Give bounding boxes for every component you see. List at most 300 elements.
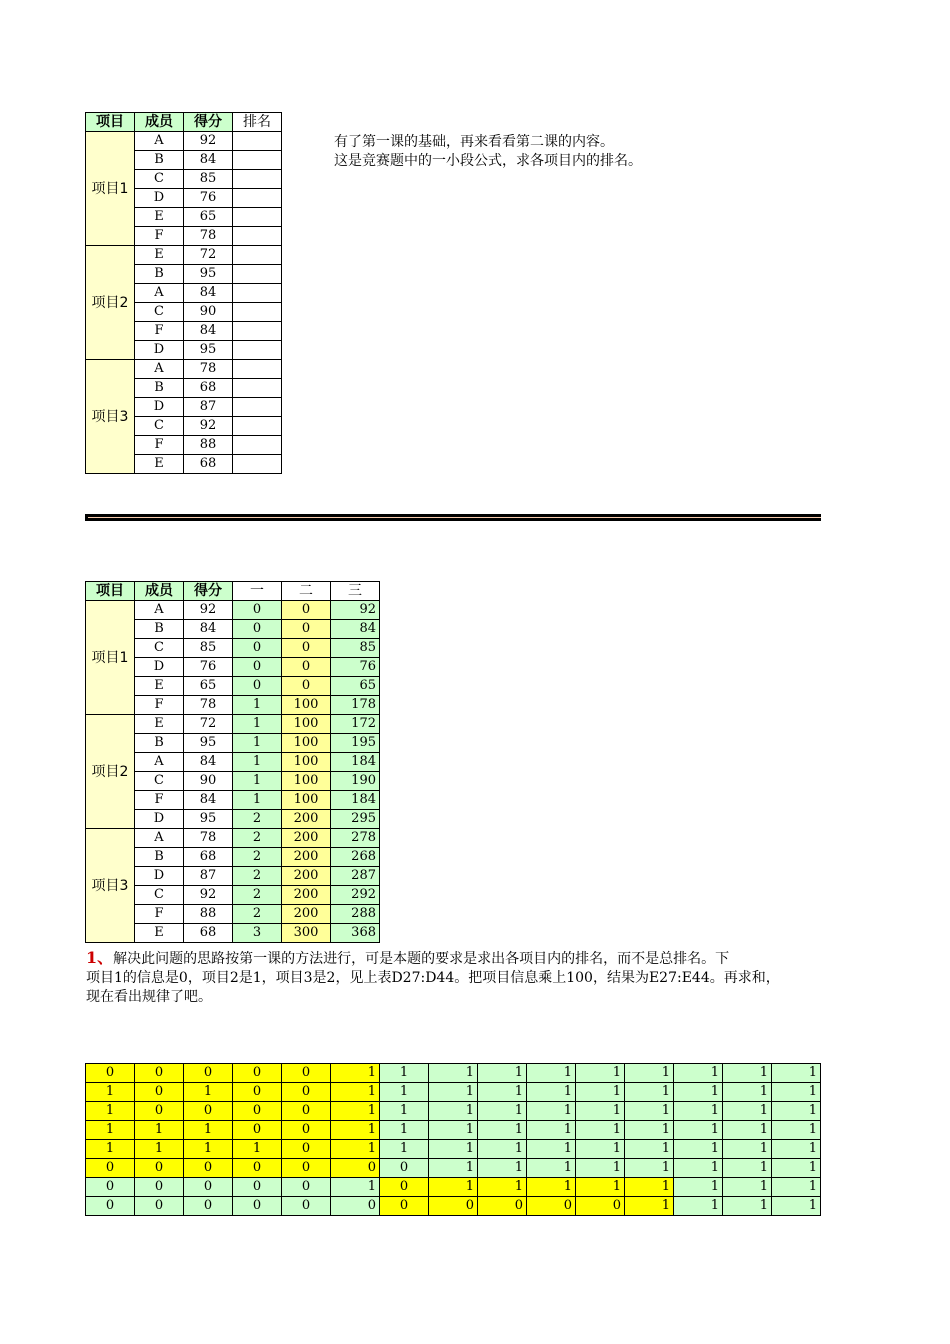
score-cell: 87 [184,398,233,417]
rank-cell [233,360,282,379]
matrix-cell: 0 [380,1178,429,1197]
matrix-cell: 1 [723,1083,772,1102]
matrix-cell: 0 [282,1102,331,1121]
member-cell: D [135,341,184,360]
score-cell: 95 [184,265,233,284]
project-index-cell: 3 [233,924,282,943]
matrix-cell: 1 [772,1178,821,1197]
project-index-cell: 0 [233,601,282,620]
explanation-line-3: 现在看出规律了吧。 [86,989,212,1005]
matrix-cell: 1 [331,1140,380,1159]
header-project: 项目 [86,582,135,601]
index-times-100-cell: 100 [282,753,331,772]
member-cell: E [135,715,184,734]
member-cell: A [135,753,184,772]
score-cell: 85 [184,170,233,189]
score-cell: 65 [184,208,233,227]
rank-cell [233,379,282,398]
matrix-cell: 0 [282,1140,331,1159]
member-cell: D [135,189,184,208]
header-rank: 排名 [233,113,282,132]
matrix-cell: 1 [576,1140,625,1159]
matrix-cell: 1 [184,1140,233,1159]
score-cell: 68 [184,379,233,398]
score-cell: 84 [184,322,233,341]
score-cell: 95 [184,810,233,829]
matrix-cell: 1 [429,1159,478,1178]
member-cell: A [135,601,184,620]
table-row [86,360,282,379]
matrix-cell: 1 [86,1140,135,1159]
table-row [86,132,282,151]
table-row [86,829,380,848]
matrix-cell: 0 [527,1197,576,1216]
header-score: 得分 [184,113,233,132]
rank-cell [233,417,282,436]
index-times-100-cell: 0 [282,620,331,639]
matrix-cell: 1 [527,1140,576,1159]
index-times-100-cell: 200 [282,829,331,848]
matrix-cell: 0 [282,1197,331,1216]
matrix-row [86,1159,821,1178]
matrix-cell: 1 [380,1140,429,1159]
project-cell: 项目1 [86,601,135,715]
member-cell: E [135,924,184,943]
matrix-cell: 1 [674,1102,723,1121]
member-cell: A [135,132,184,151]
matrix-cell: 0 [282,1083,331,1102]
matrix-cell: 1 [527,1083,576,1102]
matrix-cell: 1 [576,1102,625,1121]
matrix-cell: 1 [772,1197,821,1216]
member-cell: B [135,734,184,753]
rank-cell [233,170,282,189]
matrix-cell: 0 [86,1197,135,1216]
matrix-cell: 1 [723,1159,772,1178]
matrix-cell: 1 [331,1178,380,1197]
index-times-100-cell: 300 [282,924,331,943]
matrix-cell: 1 [184,1121,233,1140]
score-cell: 95 [184,734,233,753]
score-cell: 76 [184,658,233,677]
matrix-cell: 1 [429,1083,478,1102]
matrix-cell: 1 [772,1140,821,1159]
matrix-cell: 1 [527,1064,576,1083]
matrix-cell: 1 [527,1159,576,1178]
matrix-cell: 1 [233,1140,282,1159]
matrix-cell: 1 [576,1178,625,1197]
rank-cell [233,208,282,227]
member-cell: F [135,696,184,715]
matrix-cell: 0 [184,1178,233,1197]
matrix-cell: 0 [184,1197,233,1216]
matrix-cell: 1 [674,1178,723,1197]
score-cell: 78 [184,829,233,848]
matrix-cell: 1 [331,1064,380,1083]
index-times-100-cell: 200 [282,905,331,924]
member-cell: B [135,379,184,398]
sum-cell: 190 [331,772,380,791]
matrix-cell: 0 [135,1178,184,1197]
score-cell: 92 [184,132,233,151]
sum-cell: 278 [331,829,380,848]
index-times-100-cell: 100 [282,772,331,791]
score-cell: 92 [184,886,233,905]
matrix-row [86,1102,821,1121]
matrix-cell: 1 [429,1178,478,1197]
project-cell: 项目1 [86,132,135,246]
sum-cell: 92 [331,601,380,620]
matrix-cell: 0 [478,1197,527,1216]
matrix-cell: 0 [135,1197,184,1216]
matrix-cell: 1 [576,1064,625,1083]
matrix-cell: 0 [184,1102,233,1121]
matrix-cell: 0 [135,1159,184,1178]
sum-cell: 84 [331,620,380,639]
member-cell: B [135,848,184,867]
helper-table [85,581,380,943]
sum-cell: 292 [331,886,380,905]
score-cell: 72 [184,715,233,734]
rank-cell [233,341,282,360]
matrix-cell: 1 [625,1159,674,1178]
sum-cell: 184 [331,791,380,810]
project-index-cell: 2 [233,848,282,867]
project-cell: 项目2 [86,715,135,829]
matrix-cell: 1 [576,1159,625,1178]
score-cell: 78 [184,227,233,246]
matrix-cell: 1 [527,1121,576,1140]
score-cell: 84 [184,284,233,303]
matrix-cell: 1 [429,1102,478,1121]
matrix-cell: 1 [576,1083,625,1102]
matrix-cell: 1 [429,1140,478,1159]
matrix-cell: 1 [723,1064,772,1083]
explanation-line-1-text: 解决此问题的思路按第一课的方法进行，可是本题的要求是求出各项目内的排名，而不是总排名。下 [113,951,730,967]
matrix-cell: 1 [478,1159,527,1178]
matrix-cell: 1 [625,1197,674,1216]
matrix-cell: 0 [233,1064,282,1083]
matrix-row [86,1121,821,1140]
sum-cell: 172 [331,715,380,734]
member-cell: C [135,639,184,658]
matrix-cell: 0 [233,1197,282,1216]
matrix-cell: 1 [135,1121,184,1140]
project-index-cell: 1 [233,734,282,753]
index-times-100-cell: 200 [282,848,331,867]
matrix-cell: 0 [233,1159,282,1178]
member-cell: F [135,791,184,810]
ranking-table [85,112,282,474]
matrix-cell: 1 [772,1083,821,1102]
matrix-cell: 0 [184,1064,233,1083]
rank-cell [233,284,282,303]
matrix-cell: 1 [331,1121,380,1140]
project-index-cell: 2 [233,867,282,886]
sum-cell: 184 [331,753,380,772]
matrix-cell: 1 [380,1083,429,1102]
intro-line-2: 这是竞赛题中的一小段公式，求各项目内的排名。 [334,153,642,169]
matrix-cell: 0 [135,1083,184,1102]
header-col-three: 三 [331,582,380,601]
project-index-cell: 2 [233,886,282,905]
table-row [86,715,380,734]
header-member: 成员 [135,582,184,601]
matrix-cell: 1 [674,1197,723,1216]
matrix-cell: 1 [772,1121,821,1140]
matrix-cell: 0 [282,1064,331,1083]
sum-cell: 287 [331,867,380,886]
rank-cell [233,436,282,455]
project-index-cell: 1 [233,791,282,810]
sum-cell: 85 [331,639,380,658]
sum-cell: 178 [331,696,380,715]
sum-cell: 268 [331,848,380,867]
matrix-cell: 1 [772,1064,821,1083]
project-cell: 项目3 [86,360,135,474]
project-index-cell: 1 [233,715,282,734]
matrix-cell: 1 [527,1178,576,1197]
explanation-text [86,948,826,1007]
member-cell: F [135,905,184,924]
matrix-cell: 1 [331,1102,380,1121]
sum-cell: 76 [331,658,380,677]
matrix-cell: 1 [674,1064,723,1083]
rank-cell [233,151,282,170]
matrix-cell: 0 [86,1178,135,1197]
index-times-100-cell: 0 [282,658,331,677]
score-cell: 90 [184,303,233,322]
index-times-100-cell: 200 [282,867,331,886]
index-times-100-cell: 0 [282,601,331,620]
score-cell: 95 [184,341,233,360]
index-times-100-cell: 200 [282,810,331,829]
member-cell: D [135,867,184,886]
matrix-cell: 0 [135,1102,184,1121]
project-index-cell: 1 [233,772,282,791]
sum-cell: 195 [331,734,380,753]
explanation-line-1 [86,948,826,969]
project-cell: 项目2 [86,246,135,360]
matrix-cell: 0 [331,1159,380,1178]
matrix-cell: 1 [478,1178,527,1197]
member-cell: E [135,677,184,696]
matrix-row [86,1064,821,1083]
header-col-two: 二 [282,582,331,601]
index-times-100-cell: 0 [282,639,331,658]
score-cell: 68 [184,924,233,943]
score-cell: 84 [184,620,233,639]
matrix-cell: 0 [380,1197,429,1216]
matrix-row [86,1178,821,1197]
score-cell: 84 [184,151,233,170]
score-cell: 84 [184,791,233,810]
project-index-cell: 2 [233,829,282,848]
explanation-number: 1、 [86,948,114,967]
matrix-cell: 1 [625,1083,674,1102]
score-cell: 88 [184,905,233,924]
rank-cell [233,322,282,341]
score-cell: 84 [184,753,233,772]
matrix-cell: 0 [380,1159,429,1178]
matrix-cell: 1 [184,1083,233,1102]
matrix-cell: 0 [184,1159,233,1178]
matrix-cell: 0 [233,1178,282,1197]
matrix-cell: 1 [527,1102,576,1121]
sum-cell: 288 [331,905,380,924]
intro-line-1: 有了第一课的基础，再来看看第二课的内容。 [334,134,614,150]
project-index-cell: 2 [233,810,282,829]
binary-matrix [85,1063,821,1216]
matrix-cell: 0 [282,1121,331,1140]
score-cell: 76 [184,189,233,208]
rank-cell [233,398,282,417]
rank-cell [233,303,282,322]
member-cell: D [135,658,184,677]
index-times-100-cell: 100 [282,734,331,753]
matrix-cell: 1 [429,1064,478,1083]
member-cell: E [135,455,184,474]
project-index-cell: 1 [233,753,282,772]
score-cell: 68 [184,455,233,474]
matrix-cell: 0 [233,1102,282,1121]
matrix-cell: 1 [86,1102,135,1121]
explanation-line-2: 项目1的信息是0，项目2是1，项目3是2，见上表D27:D44。把项目信息乘上100，结果为E27:E44。再求和， [86,970,780,986]
member-cell: F [135,227,184,246]
member-cell: F [135,322,184,341]
matrix-cell: 1 [478,1064,527,1083]
matrix-cell: 1 [380,1064,429,1083]
matrix-cell: 0 [282,1178,331,1197]
member-cell: A [135,360,184,379]
matrix-cell: 0 [86,1159,135,1178]
score-cell: 85 [184,639,233,658]
project-cell: 项目3 [86,829,135,943]
matrix-cell: 1 [331,1083,380,1102]
rank-cell [233,227,282,246]
index-times-100-cell: 0 [282,677,331,696]
header-col-one: 一 [233,582,282,601]
matrix-cell: 0 [429,1197,478,1216]
matrix-cell: 1 [86,1121,135,1140]
score-cell: 87 [184,867,233,886]
score-cell: 92 [184,601,233,620]
member-cell: B [135,620,184,639]
table-row [86,246,282,265]
matrix-cell: 1 [135,1140,184,1159]
matrix-cell: 1 [723,1178,772,1197]
rank-cell [233,132,282,151]
score-cell: 78 [184,360,233,379]
matrix-cell: 1 [674,1083,723,1102]
score-cell: 65 [184,677,233,696]
matrix-row [86,1083,821,1102]
matrix-cell: 1 [478,1083,527,1102]
matrix-cell: 1 [380,1121,429,1140]
member-cell: F [135,436,184,455]
intro-text [334,133,642,171]
header-member: 成员 [135,113,184,132]
index-times-100-cell: 200 [282,886,331,905]
matrix-cell: 1 [772,1159,821,1178]
member-cell: C [135,772,184,791]
matrix-cell: 1 [625,1121,674,1140]
project-index-cell: 2 [233,905,282,924]
score-cell: 78 [184,696,233,715]
rank-cell [233,246,282,265]
matrix-row [86,1197,821,1216]
member-cell: E [135,246,184,265]
member-cell: D [135,810,184,829]
rank-cell [233,189,282,208]
matrix-cell: 1 [625,1140,674,1159]
matrix-cell: 1 [674,1121,723,1140]
matrix-row [86,1140,821,1159]
sum-cell: 65 [331,677,380,696]
helper-table-header [86,582,380,601]
sum-cell: 295 [331,810,380,829]
score-cell: 92 [184,417,233,436]
member-cell: E [135,208,184,227]
matrix-cell: 1 [625,1102,674,1121]
score-cell: 72 [184,246,233,265]
matrix-cell: 1 [625,1178,674,1197]
matrix-cell: 0 [331,1197,380,1216]
rank-cell [233,265,282,284]
matrix-cell: 1 [723,1197,772,1216]
member-cell: C [135,886,184,905]
member-cell: B [135,151,184,170]
project-index-cell: 0 [233,639,282,658]
member-cell: D [135,398,184,417]
matrix-cell: 1 [380,1102,429,1121]
rank-cell [233,455,282,474]
matrix-cell: 1 [478,1102,527,1121]
project-index-cell: 0 [233,658,282,677]
member-cell: C [135,303,184,322]
matrix-cell: 0 [86,1064,135,1083]
matrix-cell: 1 [723,1121,772,1140]
member-cell: A [135,829,184,848]
matrix-cell: 0 [233,1121,282,1140]
score-cell: 90 [184,772,233,791]
score-cell: 68 [184,848,233,867]
ranking-table-header [86,113,282,132]
member-cell: C [135,417,184,436]
project-index-cell: 0 [233,677,282,696]
header-project: 项目 [86,113,135,132]
project-index-cell: 1 [233,696,282,715]
matrix-cell: 0 [282,1159,331,1178]
matrix-cell: 1 [674,1140,723,1159]
index-times-100-cell: 100 [282,696,331,715]
member-cell: C [135,170,184,189]
header-score: 得分 [184,582,233,601]
matrix-cell: 1 [772,1102,821,1121]
matrix-cell: 1 [86,1083,135,1102]
section-divider [85,514,821,521]
member-cell: B [135,265,184,284]
member-cell: A [135,284,184,303]
sum-cell: 368 [331,924,380,943]
matrix-cell: 1 [478,1121,527,1140]
index-times-100-cell: 100 [282,715,331,734]
matrix-cell: 1 [478,1140,527,1159]
score-cell: 88 [184,436,233,455]
index-times-100-cell: 100 [282,791,331,810]
matrix-cell: 1 [723,1102,772,1121]
matrix-cell: 1 [625,1064,674,1083]
